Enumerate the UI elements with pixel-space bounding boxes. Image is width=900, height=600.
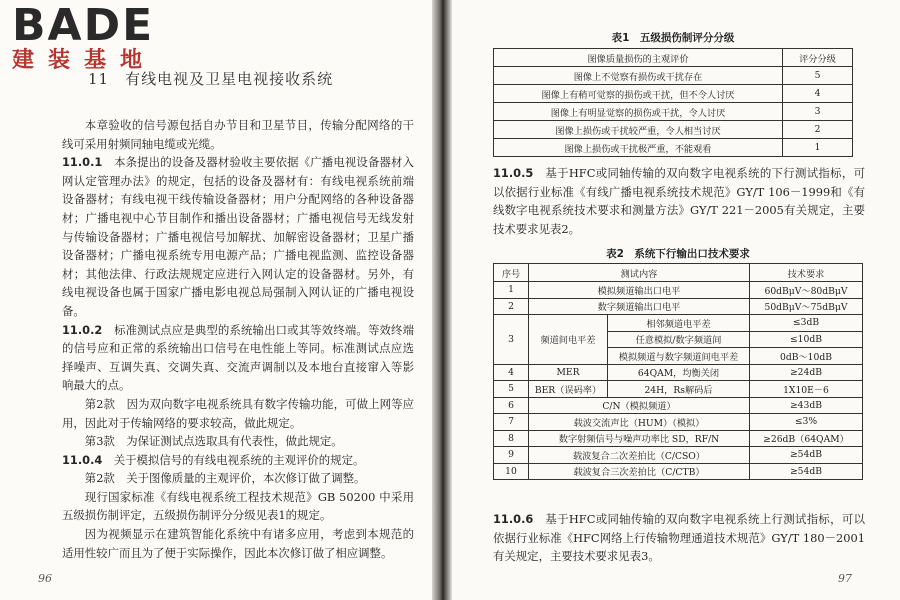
table-header-row: [494, 264, 863, 282]
table-header-cell: 技术要求: [750, 264, 863, 282]
table-cell: MER: [529, 364, 608, 381]
brand-logo: [12, 0, 157, 74]
table-cell: 5: [494, 381, 529, 398]
table-cell: 1: [494, 282, 529, 299]
clause-number: 11.0.1: [62, 155, 103, 170]
table2-caption: 表2 系统下行输出口技术要求: [606, 248, 750, 260]
clause-11-0-4: [62, 451, 414, 470]
clause-11-0-2: [62, 321, 414, 395]
clause-text: 标准测试点应是典型的系统输出口或其等效终端。等效终端的信号应和正常的系统输出口信号在电性能上等同。标准测试点应选择噪声、互调失真、交调失真、交流声调制以及本地台直接窜入等影响最大的点。: [62, 322, 414, 393]
table-row: [494, 298, 863, 315]
clause-number: 11.0.4: [62, 452, 103, 467]
logo-brand-text: BADE: [12, 0, 155, 51]
table-cell: ≥24dB: [750, 364, 863, 381]
table-cell: 图像上损伤或干扰较严重，令人相当讨厌: [494, 121, 783, 139]
table-cell: 3: [783, 103, 853, 121]
clause-text: 基于HFC或同轴传输的双向数字电视系统上行测试指标，可以依据行业标准《HFC网络上行传输物理通道技术规范》GY/T 180－2001有关规定，主要技术要求见表3。: [493, 512, 865, 564]
clause-11-0-2-item-2: 第2款 因为双向数字电视系统具有数字传输功能，可做上网等应用，因此对于传输网络的要求较高，做此规定。: [62, 396, 414, 430]
table-cell: ≤10dB: [750, 331, 863, 348]
table-cell: 8: [494, 430, 529, 447]
clause-text: 关于模拟信号的有线电视系统的主观评价的规定。: [113, 452, 365, 467]
table1-caption: 表1 五级损伤制评分分级: [611, 32, 735, 44]
left-page: [0, 0, 432, 600]
logo-sub-text: 建装基地: [12, 48, 157, 73]
table-cell: 数字频道输出口电平: [529, 298, 750, 315]
table-cell: 任意模拟/数字频道间: [608, 331, 750, 348]
table-row: [494, 139, 853, 157]
table-cell: 5: [783, 67, 853, 85]
table-row: [494, 397, 863, 414]
table-cell: 1: [783, 139, 853, 157]
clause-11-0-4-paragraph: 现行国家标准《有线电视系统工程技术规范》GB 50200 中采用五级损伤制评定，五级损伤制评分分级见表1的规定。: [62, 489, 414, 523]
page-number-left: 96: [38, 572, 52, 585]
table-cell: C/N（模拟频道）: [529, 397, 750, 414]
page-number-right: 97: [838, 572, 852, 585]
table-header-cell: 测试内容: [529, 264, 750, 282]
table-row: [494, 414, 863, 431]
table-cell: 图像上有明显觉察的损伤或干扰，令人讨厌: [494, 103, 783, 121]
clause-text: 本条提出的设备及器材验收主要依据《广播电视设备器材入网认定管理办法》的规定，包括的设备及器材有：有线电视系统前端设备器材；有线电视干线传输设备器材；用户分配网络的各种设备器材；广播电视中心节目制作和播出设备器材；广播电视信号无线发射与传输设备器材；广播电视信号加解扰、加解密设备器材；卫星广播设备器材；广播电视系统专用电源产品；广播电视监测、监控设备器材；其他法律、行政法规规定应进行入网认定的设备器材。另外，有线电视设备也属于国家广播电影电视总局强制入网认证的广播电视设备。: [62, 155, 414, 318]
table-cell: 60dBμV～80dBμV: [750, 282, 863, 299]
clause-text: 基于HFC或同轴传输的双向数字电视系统的下行测试指标，可以依据行业标准《有线广播电视系统技术规范》GY/T 106－1999和《有线数字电视系统技术要求和测量方法》GY/T 221－2005有关规定，主要技术要求见表2。: [493, 166, 865, 236]
table-row: [494, 103, 853, 121]
table-cell: ≥43dB: [750, 397, 863, 414]
table-cell: ≤3dB: [750, 315, 863, 332]
left-body-text: [62, 116, 414, 562]
table-cell: ≤3%: [750, 414, 863, 431]
table-cell: 7: [494, 414, 529, 431]
clause-number: 11.0.6: [493, 512, 534, 526]
table-cell: 图像上损伤或干扰极严重，不能观看: [494, 139, 783, 157]
table-row: [494, 463, 863, 480]
table-cell: 模拟频道与数字频道间电平差: [608, 348, 750, 365]
table-cell: 图像上不觉察有损伤或干扰存在: [494, 67, 783, 85]
table-cell: ≥26dB（64QAM）: [750, 430, 863, 447]
table-header-cell: 评分分级: [783, 49, 853, 67]
clause-11-0-4-item-2: 第2款 关于图像质量的主观评价，本次修订做了调整。: [84, 471, 366, 486]
table-header-row: [494, 49, 853, 67]
clause-number: 11.0.2: [62, 322, 103, 337]
table-row: [494, 364, 863, 381]
clause-number: 11.0.5: [493, 166, 534, 180]
clause-11-0-1: [62, 153, 414, 320]
clause-11-0-6: [493, 510, 865, 566]
table-cell: 50dBμV～75dBμV: [750, 298, 863, 315]
table-row: [494, 67, 853, 85]
table-cell: ≥54dB: [750, 447, 863, 464]
table-cell: 模拟频道输出口电平: [529, 282, 750, 299]
clause-11-0-4-paragraph: 因为视频显示在建筑智能化系统中有诸多应用，考虑到本规范的适用性较广而且为了便于实际操作，因此本次修订做了相应调整。: [62, 527, 414, 560]
table-cell: 2: [783, 121, 853, 139]
table-cell: 图像上有稍可觉察的损伤或干扰，但不令人讨厌: [494, 85, 783, 103]
table-row: [494, 315, 863, 332]
table-cell: 3: [494, 315, 529, 365]
table-row: [494, 447, 863, 464]
table2-downlink-requirements: [493, 263, 863, 480]
table-row: [494, 85, 853, 103]
table-cell: 4: [783, 85, 853, 103]
table-cell: 载波复合二次差拍比（C/CSO）: [529, 447, 750, 464]
table1-damage-grading: [493, 48, 853, 157]
table-cell: 频道间电平差: [529, 315, 608, 365]
book-gutter: [432, 0, 452, 600]
table-cell: 载波复合三次差拍比（C/CTB）: [529, 463, 750, 480]
table-cell: 载波交流声比（HUM）（模拟）: [529, 414, 750, 431]
table-header-cell: 图像质量损伤的主观评价: [494, 49, 783, 67]
table-row: [494, 121, 853, 139]
table-cell: 64QAM，均衡关闭: [608, 364, 750, 381]
table-cell: 数字射频信号与噪声功率比 SD，RF/N: [529, 430, 750, 447]
table-cell: 6: [494, 397, 529, 414]
table-cell: 4: [494, 364, 529, 381]
chapter-title: 11 有线电视及卫星电视接收系统: [88, 70, 334, 88]
table-cell: 9: [494, 447, 529, 464]
table-cell: 相邻频道电平差: [608, 315, 750, 332]
table-header-cell: 序号: [494, 264, 529, 282]
table-cell: 2: [494, 298, 529, 315]
table-cell: BER（误码率）: [529, 381, 608, 398]
table-row: [494, 282, 863, 299]
table-cell: 0dB～10dB: [750, 348, 863, 365]
clause-11-0-2-item-3: 第3款 为保证测试点选取具有代表性，做此规定。: [84, 434, 343, 449]
table-cell: 10: [494, 463, 529, 480]
intro-paragraph: 本章验收的信号源包括自办节目和卫星节目，传输分配网络的干线可采用射频同轴电缆或光缆。: [62, 118, 414, 151]
table-cell: ≥54dB: [750, 463, 863, 480]
table-row: [494, 381, 863, 398]
table-row: [494, 430, 863, 447]
table-cell: 24H，Rs解码后: [608, 381, 750, 398]
table-cell: 1X10E－6: [750, 381, 863, 398]
clause-11-0-5: [493, 164, 865, 238]
